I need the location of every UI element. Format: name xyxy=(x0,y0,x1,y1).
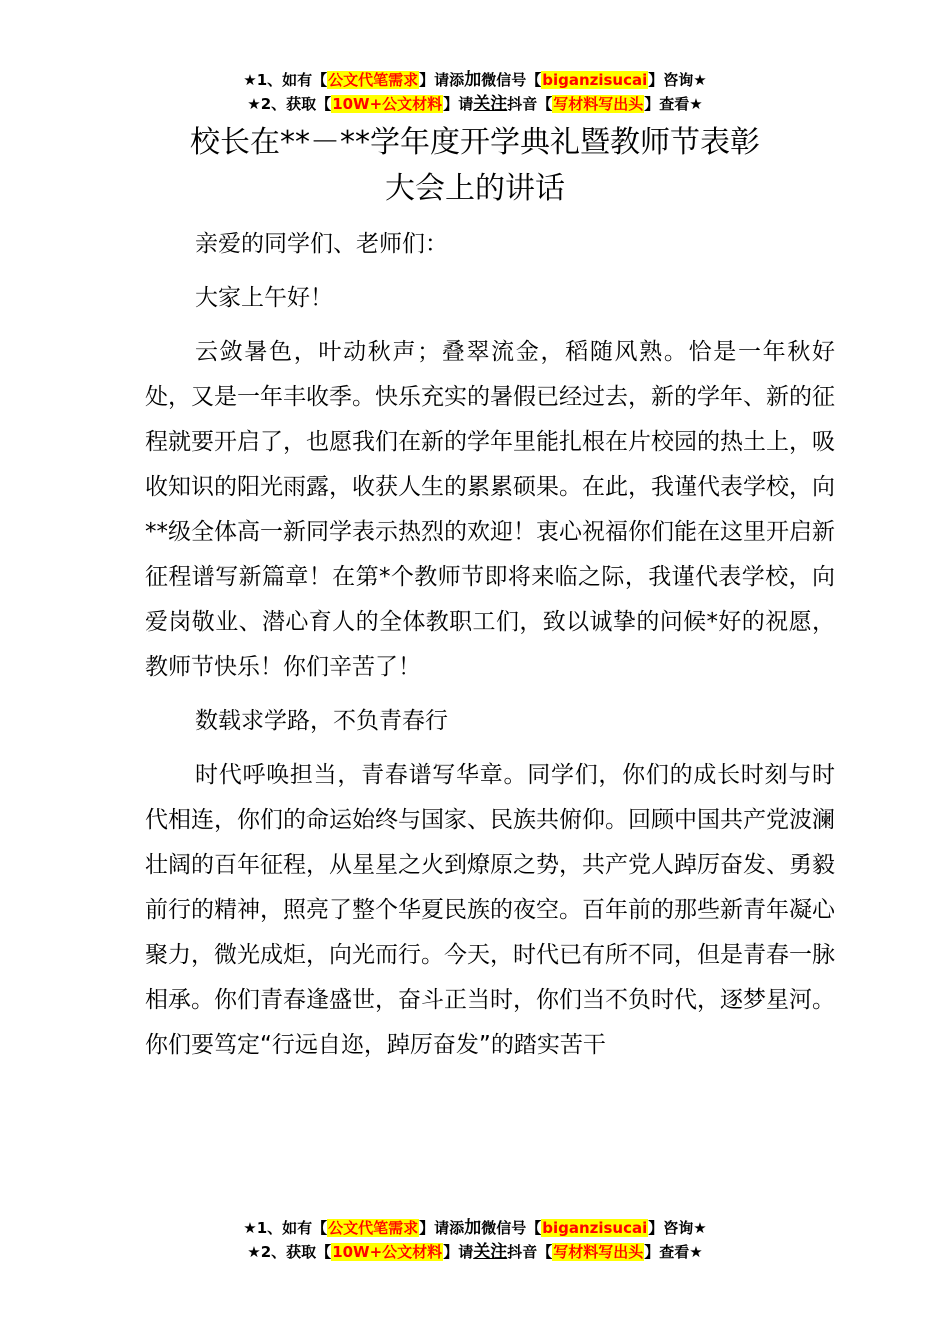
document-title xyxy=(140,120,810,212)
title-line-2: 大会上的讲话 xyxy=(385,171,565,206)
banner-line-2: ★2、获取【10W+公文材料】请关注抖音【写材料写出头】查看★ xyxy=(247,1242,703,1262)
highlight-service: 公文代笔需求 xyxy=(328,71,419,89)
highlight-wechat-id: biganzisucai xyxy=(542,71,648,89)
banner-line-1: ★1、如有【公文代笔需求】请添加微信号【biganzisucai】咨询★ xyxy=(243,70,707,90)
highlight-materials: 10W+公文材料 xyxy=(332,1243,443,1261)
section-heading: 数载求学路，不负青春行 xyxy=(195,708,448,734)
highlight-materials: 10W+公文材料 xyxy=(332,95,443,113)
header-banner xyxy=(0,68,950,116)
highlight-douyin: 写材料写出头 xyxy=(553,95,644,113)
highlight-douyin: 写材料写出头 xyxy=(553,1243,644,1261)
banner-line-2: ★2、获取【10W+公文材料】请关注抖音【写材料写出头】查看★ xyxy=(247,94,703,114)
paragraph-era: 时代呼唤担当，青春谱写华章。同学们，你们的成长时刻与时代相连，你们的命运始终与国家、民族共俯仰。回顾中国共产党波澜壮阔的百年征程，从星星之火到燎原之势，共产党人踔厉奋发、勇毅前行的精神，照亮了整个华夏民族的夜空。百年前的那些新青年凝心聚力，微光成炬，向光而行。今天，时代已有所不同，但是青春一脉相承。你们青春逢盛世，奋斗正当时，你们当不负时代，逐梦星河。你们要笃定“行远自迩，踔厉奋发”的踏实苦干 xyxy=(145,762,835,1058)
greeting: 大家上午好！ xyxy=(195,285,333,311)
highlight-service: 公文代笔需求 xyxy=(328,1219,419,1237)
footer-banner xyxy=(0,1216,950,1264)
paragraph-intro: 云敛暑色，叶动秋声；叠翠流金，稻随风熟。恰是一年秋好处，又是一年丰收季。快乐充实的暑假已经过去，新的学年、新的征程就要开启了，也愿我们在新的学年里能扎根在片校园的热土上，吸收知识的阳光雨露，收获人生的累累硕果。在此，我谨代表学校，向**级全体高一新同学表示热烈的欢迎！衷心祝福你们能在这里开启新征程谱写新篇章！在第*个教师节即将来临之际，我谨代表学校，向爱岗敬业、潜心育人的全体教职工们，致以诚挚的问候*好的祝愿，教师节快乐！你们辛苦了！ xyxy=(145,339,835,680)
highlight-wechat-id: biganzisucai xyxy=(542,1219,648,1237)
title-line-1: 校长在**－**学年度开学典礼暨教师节表彰 xyxy=(190,125,760,160)
document-body xyxy=(145,222,835,1077)
salutation: 亲爱的同学们、老师们： xyxy=(195,231,448,257)
banner-line-1: ★1、如有【公文代笔需求】请添加微信号【biganzisucai】咨询★ xyxy=(243,1218,707,1238)
